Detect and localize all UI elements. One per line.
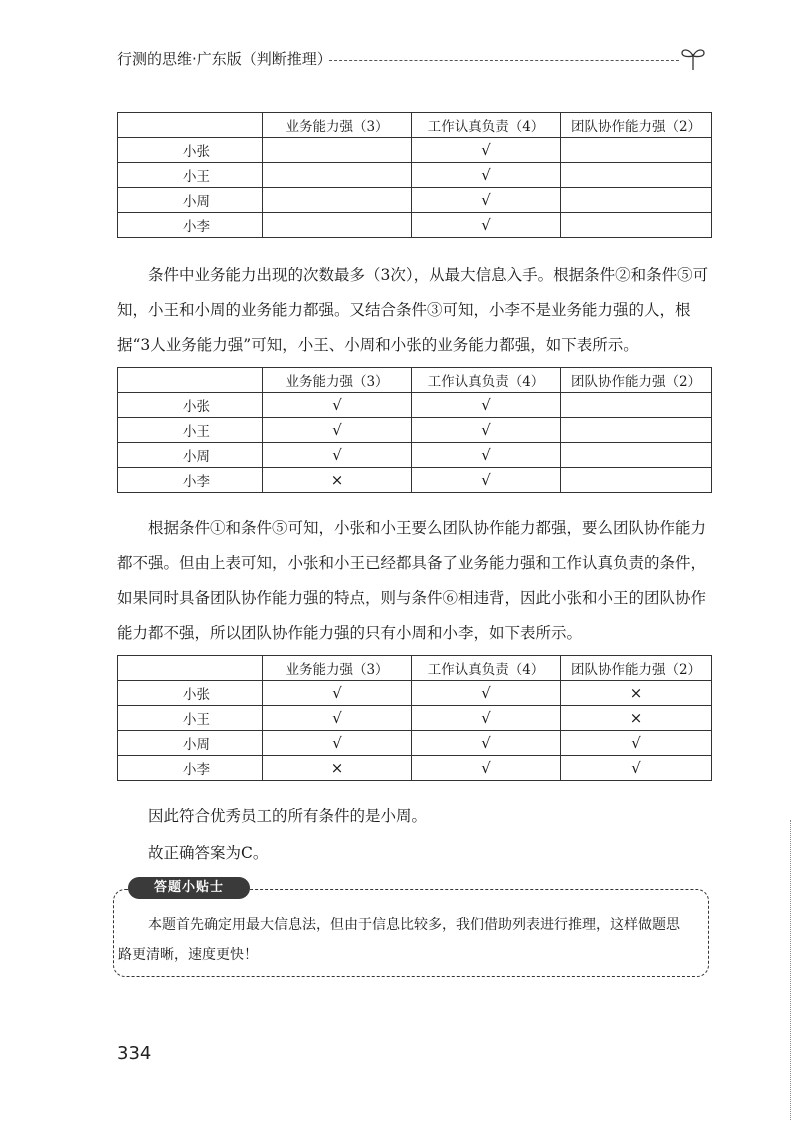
table-row	[118, 756, 712, 781]
cell-responsible: √	[412, 418, 561, 443]
paragraph-2: 根据条件①和条件⑤可知，小张和小王要么团队协作能力都强，要么团队协作能力都不强。但由上表可知，小张和小王已经都具备了业务能力强和工作认真负责的条件，如果同时具备团队协作能力强的特点，则与条件⑥相违背，因此小张和小王的团队协作能力都不强，所以团队协作能力强的只有小周和小李，如下表所示。	[117, 519, 707, 642]
cell-responsible: √	[412, 188, 561, 213]
table-row	[118, 393, 712, 418]
cell-business	[263, 163, 412, 188]
table-row	[118, 213, 712, 238]
header-cell-responsible: 工作认真负责（4）	[412, 113, 561, 138]
header-cell-teamwork: 团队协作能力强（2）	[561, 656, 712, 681]
header-cell-responsible: 工作认真负责（4）	[412, 368, 561, 393]
table-row	[118, 163, 712, 188]
header-cell-teamwork: 团队协作能力强（2）	[561, 113, 712, 138]
header-cell-responsible: 工作认真负责（4）	[412, 656, 561, 681]
cell-responsible: √	[412, 756, 561, 781]
table-header-row	[118, 368, 712, 393]
conclusion-line-1: 因此符合优秀员工的所有条件的是小周。	[148, 807, 428, 825]
running-header	[117, 44, 707, 74]
table-row	[118, 681, 712, 706]
header-cell-business: 业务能力强（3）	[263, 368, 412, 393]
cell-business: √	[263, 731, 412, 756]
row-name: 小张	[118, 393, 263, 418]
cell-business	[263, 188, 412, 213]
page-number: 334	[117, 1043, 152, 1064]
row-name: 小周	[118, 731, 263, 756]
cell-teamwork: ×	[561, 681, 712, 706]
row-name: 小周	[118, 443, 263, 468]
tip-text: 本题首先确定用最大信息法，但由于信息比较多，我们借助列表进行推理，这样做题思路更清晰，速度更快！	[118, 917, 680, 963]
cell-teamwork	[561, 188, 712, 213]
row-name: 小周	[118, 188, 263, 213]
cell-teamwork: ×	[561, 706, 712, 731]
cell-responsible: √	[412, 706, 561, 731]
cell-teamwork	[561, 418, 712, 443]
row-name: 小李	[118, 756, 263, 781]
cell-responsible: √	[412, 213, 561, 238]
cell-teamwork	[561, 138, 712, 163]
table-row	[118, 138, 712, 163]
cell-responsible: √	[412, 468, 561, 493]
sprout-icon	[679, 44, 707, 72]
page-edge-dots	[790, 820, 791, 1120]
header-title: 行测的思维·广东版（判断推理）	[117, 50, 332, 68]
cell-responsible: √	[412, 443, 561, 468]
analysis-table-2	[117, 367, 712, 493]
analysis-table-1	[117, 112, 712, 238]
table-row	[118, 706, 712, 731]
header-rule	[329, 60, 679, 61]
cell-responsible: √	[412, 138, 561, 163]
row-name: 小王	[118, 163, 263, 188]
cell-teamwork	[561, 443, 712, 468]
analysis-table-3	[117, 655, 712, 781]
tip-label: 答题小贴士	[128, 877, 250, 899]
cell-business: ×	[263, 468, 412, 493]
table-row	[118, 418, 712, 443]
row-name: 小李	[118, 468, 263, 493]
cell-business: √	[263, 443, 412, 468]
cell-business	[263, 138, 412, 163]
cell-business: ×	[263, 756, 412, 781]
header-cell-empty	[118, 368, 263, 393]
cell-teamwork	[561, 213, 712, 238]
cell-teamwork: √	[561, 756, 712, 781]
row-name: 小张	[118, 138, 263, 163]
header-cell-empty	[118, 656, 263, 681]
row-name: 小王	[118, 418, 263, 443]
table-row	[118, 443, 712, 468]
table-row	[118, 188, 712, 213]
cell-teamwork	[561, 393, 712, 418]
header-cell-business: 业务能力强（3）	[263, 656, 412, 681]
row-name: 小张	[118, 681, 263, 706]
paragraph-1: 条件中业务能力出现的次数最多（3次），从最大信息入手。根据条件②和条件⑤可知，小王和小周的业务能力都强。又结合条件③可知，小李不是业务能力强的人，根据“3人业务能力强”可知，小王、小周和小张的业务能力都强，如下表所示。	[117, 266, 709, 354]
table-row	[118, 731, 712, 756]
cell-teamwork	[561, 468, 712, 493]
cell-business	[263, 213, 412, 238]
cell-business: √	[263, 418, 412, 443]
cell-responsible: √	[412, 163, 561, 188]
header-cell-teamwork: 团队协作能力强（2）	[561, 368, 712, 393]
cell-teamwork	[561, 163, 712, 188]
table-header-row	[118, 113, 712, 138]
conclusion-line-2: 故正确答案为C。	[148, 844, 269, 862]
cell-responsible: √	[412, 681, 561, 706]
cell-business: √	[263, 681, 412, 706]
table-row	[118, 468, 712, 493]
table-header-row	[118, 656, 712, 681]
row-name: 小李	[118, 213, 263, 238]
cell-responsible: √	[412, 393, 561, 418]
row-name: 小王	[118, 706, 263, 731]
header-cell-business: 业务能力强（3）	[263, 113, 412, 138]
cell-business: √	[263, 706, 412, 731]
header-cell-empty	[118, 113, 263, 138]
cell-business: √	[263, 393, 412, 418]
cell-teamwork: √	[561, 731, 712, 756]
cell-responsible: √	[412, 731, 561, 756]
